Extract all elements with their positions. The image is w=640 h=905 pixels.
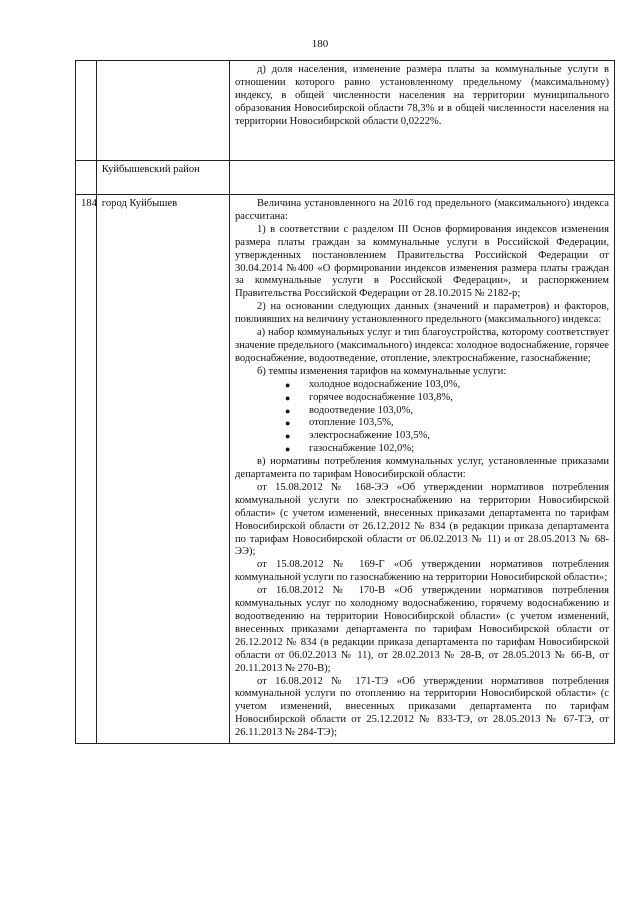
paragraph: 2) на основании следующих данных (значений и параметров) и факторов, повлиявших на величину установленного предельного (максимального) индекса: [234, 301, 609, 326]
row-number-cell [76, 61, 97, 161]
list-item: ● отопление 103,5%, [284, 417, 394, 429]
bullet-icon: ● [284, 405, 291, 416]
paragraph: в) нормативы потребления коммунальных услуг, установленные приказами департамента по тарифам Новосибирской области: [234, 456, 609, 481]
municipality-cell [96, 61, 229, 161]
index-table [75, 60, 615, 744]
list-item: ● газоснабжение 102,0%; [284, 443, 415, 455]
paragraph: от 16.08.2012 № 170-В «Об утверждении нормативов потребления коммунальных услуг по холодному водоснабжению, горячему водоснабжению и водоотведению на территории Новосибирской области» (с учетом изменений, внесенных приказами департамента по тарифам Новосибирской области от 26.12.2012 № 834 (в редакции приказа департамента по тарифам Новосибирской области от 06.02.2013 № 11), от 28.02.2013 № 28-В, от 28.05.2013 № 66-В, от 20.11.2013 № 270-В); [234, 585, 609, 674]
paragraph: б) темпы изменения тарифов на коммунальные услуги: [256, 365, 507, 377]
page-number: 180 [311, 38, 329, 50]
tariff-list [235, 379, 609, 456]
paragraph: а) набор коммунальных услуг и тип благоустройства, которому соответствует значение предельного (максимального) индекса: холодное водоснабжение, горячее водоснабжение, водоотведение, отопление, электроснабжение, газоснабжение; [234, 327, 609, 364]
table-row [76, 195, 615, 744]
paragraph: от 15.08.2012 № 169-Г «Об утверждении нормативов потребления коммунальной услуги по газоснабжению на территории Новосибирской области»; [234, 559, 609, 584]
district-name: Куйбышевский район [96, 161, 229, 195]
table-row [76, 61, 615, 161]
list-item: ● водоотведение 103,0%, [284, 404, 413, 416]
description-cell [229, 161, 614, 195]
list-item: ● горячее водоснабжение 103,8%, [284, 391, 453, 403]
paragraph: 1) в соответствии с разделом III Основ формирования индексов изменения размера платы граждан за коммунальные услуги в Российской Федерации, утвержденных постановлением Правительства Российской Федерации от 30.04.2014 №400 «О формировании индексов изменения размера платы граждан за коммунальные услуги в Российской Федерации», и распоряжением Правительства Российской Федерации от 28.10.2015 № 2182-р; [234, 223, 609, 300]
row-number: 184 [76, 195, 97, 744]
description-cell [229, 195, 614, 744]
paragraph: от 16.08.2012 № 171-ТЭ «Об утверждении нормативов потребления коммунальной услуги по отоплению на территории Новосибирской области» (с учетом изменений, внесенных приказами департамента по тарифам Новосибирской области от 25.12.2012 № 833-ТЭ, от 28.05.2013 № 67-ТЭ, от 26.11.2013 № 284-ТЭ); [234, 675, 609, 739]
paragraph: Величина установленного на 2016 год предельного (максимального) индекса рассчитана: [234, 198, 609, 222]
district-row [76, 161, 615, 195]
paragraph: от 15.08.2012 № 168-ЭЭ «Об утверждении нормативов потребления коммунальной услуги по электроснабжению на территории Новосибирской области» (с учетом изменений, внесенных приказами департамента по тарифам Новосибирской области от 26.12.2012 № 834 (в редакции приказа департамента по тарифам Новосибирской области от 06.02.2013 № 11) и от 28.05.2013 № 68-ЭЭ); [234, 481, 609, 558]
municipality-name: город Куйбышев [96, 195, 229, 744]
description-cell [229, 61, 614, 161]
list-item: ● электроснабжение 103,5%, [284, 430, 431, 442]
bullet-icon: ● [284, 444, 291, 455]
bullet-icon: ● [284, 418, 291, 429]
bullet-icon: ● [284, 431, 291, 442]
bullet-icon: ● [284, 392, 291, 403]
bullet-icon: ● [284, 379, 291, 390]
row-number-cell [76, 161, 97, 195]
list-item: ● холодное водоснабжение 103,0%, [284, 378, 461, 390]
paragraph: д) доля населения, изменение размера платы за коммунальные услуги в отношении которого равно установленному предельному (максимальному) индексу, в общей численности населения на территории муниципального образования Новосибирской области 78,3% и в общей численности населения на территории Новосибирской области 0,0222%. [234, 64, 609, 127]
